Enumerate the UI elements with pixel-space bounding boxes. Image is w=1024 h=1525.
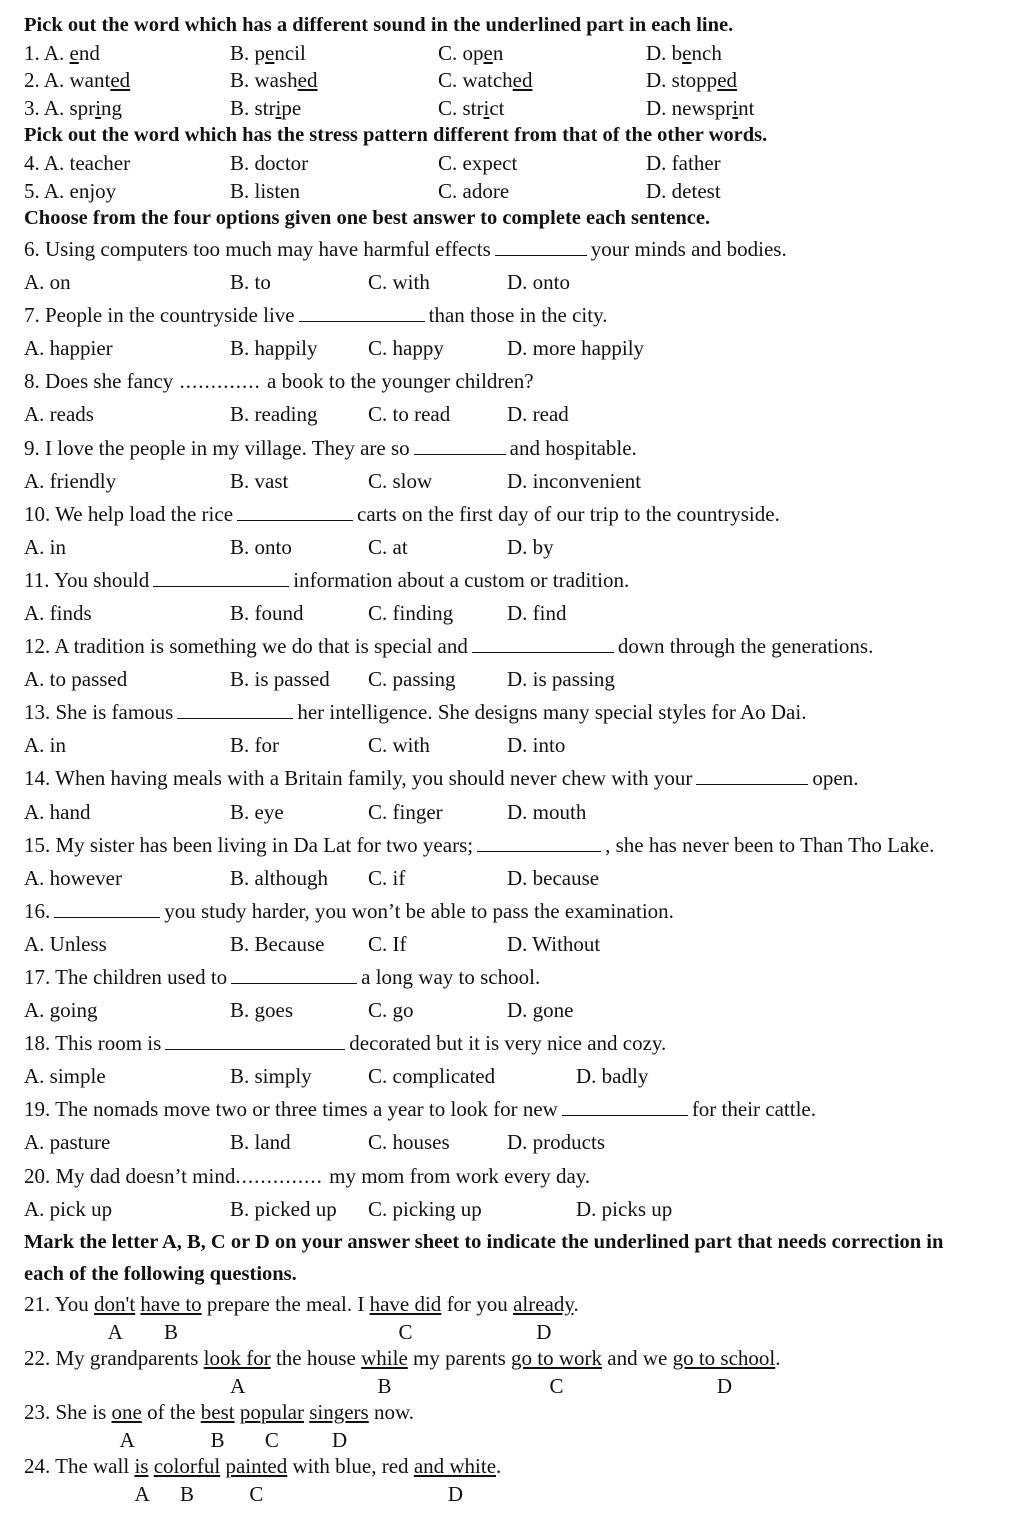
option-b: B. reading bbox=[230, 402, 318, 427]
option-d: D. gone bbox=[507, 998, 574, 1023]
letter-label: B bbox=[164, 1319, 179, 1344]
question-3: 3. A. spring B. stripe C. strict D. newsprint bbox=[24, 95, 755, 120]
question-15-options bbox=[24, 862, 1014, 895]
answer-blank bbox=[495, 233, 587, 256]
letter-label: A bbox=[230, 1373, 246, 1398]
question-7-stem: 7. People in the countryside live than those in the city. bbox=[24, 299, 1014, 332]
part-c: go to work bbox=[511, 1345, 603, 1370]
question-22: 22. My grandparents look for the house while my parents go to work and we go to school. A B C D bbox=[24, 1344, 1014, 1398]
option-b: B. vast bbox=[230, 468, 289, 493]
answer-blank bbox=[472, 630, 614, 653]
option-b: B. goes bbox=[230, 998, 293, 1023]
letter-row bbox=[24, 1426, 1014, 1452]
question-8-stem: 8. Does she fancy ............. a book to the younger children? bbox=[24, 369, 534, 394]
question-16-stem: 16. you study harder, you won’t be able to pass the examination. bbox=[24, 895, 1014, 928]
question-12-options bbox=[24, 663, 1014, 696]
letter-label: A bbox=[134, 1481, 150, 1506]
option-c: C. complicated bbox=[368, 1064, 496, 1089]
question-16-options bbox=[24, 928, 1014, 961]
section3-heading: Choose from the four options given one best answer to complete each sentence. bbox=[24, 206, 711, 229]
letter-label: D bbox=[716, 1373, 733, 1398]
option-b: B. simply bbox=[230, 1064, 312, 1089]
answer-blank bbox=[477, 829, 601, 852]
question-11-options bbox=[24, 597, 1014, 630]
question-10-options bbox=[24, 531, 1014, 564]
letter-label: C bbox=[264, 1427, 279, 1452]
option-d: D. badly bbox=[576, 1064, 649, 1089]
option-c: C. finger bbox=[368, 799, 443, 824]
question-7-options bbox=[24, 332, 1014, 365]
letter-label: C bbox=[249, 1481, 264, 1506]
option-c: C. happy bbox=[368, 336, 444, 361]
question-12-stem: 12. A tradition is something we do that is special and down through the generations. bbox=[24, 630, 1014, 663]
part-b: colorful bbox=[153, 1453, 221, 1478]
question-1: 1. A. end B. pencil C. open D. bench bbox=[24, 41, 722, 65]
option-c: C. go bbox=[368, 998, 414, 1023]
option-c: C. finding bbox=[368, 600, 454, 625]
part-b: best bbox=[200, 1399, 235, 1424]
question-9-options bbox=[24, 465, 1014, 498]
answer-blank bbox=[696, 762, 808, 785]
part-d: already bbox=[513, 1291, 574, 1316]
letter-label: C bbox=[549, 1373, 564, 1398]
question-4: 4. A. teacher B. doctor C. expect D. father bbox=[24, 151, 721, 176]
letter-label: D bbox=[331, 1427, 348, 1452]
option-c: C. picking up bbox=[368, 1196, 482, 1221]
option-b: B. to bbox=[230, 270, 271, 295]
option-b: B. eye bbox=[230, 799, 284, 824]
part-a: one bbox=[111, 1399, 142, 1424]
option-c: C. If bbox=[368, 931, 407, 956]
part-b: while bbox=[361, 1345, 408, 1370]
part-b: have to bbox=[140, 1291, 202, 1316]
option-a: A. to passed bbox=[24, 667, 128, 692]
answer-blank bbox=[165, 1027, 345, 1050]
option-d: D. read bbox=[507, 402, 569, 427]
question-21: 21. You don't have to prepare the meal. I have did for you already. A B C D bbox=[24, 1290, 1014, 1344]
option-b: B. although bbox=[230, 865, 328, 890]
option-c: C. with bbox=[368, 733, 430, 758]
letter-label: B bbox=[179, 1481, 194, 1506]
question-20-options bbox=[24, 1193, 1014, 1226]
question-18-options bbox=[24, 1060, 1014, 1093]
option-d: D. by bbox=[507, 534, 554, 559]
part-a: look for bbox=[203, 1345, 271, 1370]
question-13-stem: 13. She is famous her intelligence. She designs many special styles for Ao Dai. bbox=[24, 696, 1014, 729]
option-a: A. friendly bbox=[24, 468, 117, 493]
option-b: B. picked up bbox=[230, 1196, 337, 1221]
option-a: A. hand bbox=[24, 799, 91, 824]
option-a: A. pasture bbox=[24, 1130, 111, 1155]
option-d: D. is passing bbox=[507, 667, 615, 692]
answer-blank bbox=[237, 498, 353, 521]
option-b: B. land bbox=[230, 1130, 291, 1155]
letter-label: D bbox=[447, 1481, 464, 1506]
letter-label: A bbox=[107, 1319, 123, 1344]
option-d: D. picks up bbox=[576, 1196, 673, 1221]
section4-heading: Mark the letter A, B, C or D on your answer sheet to indicate the underlined part that needs correction in each of the following questions. bbox=[24, 1230, 944, 1285]
part-a: is bbox=[134, 1453, 149, 1478]
question-10-stem: 10. We help load the rice carts on the first day of our trip to the countryside. bbox=[24, 498, 1014, 531]
option-d: D. into bbox=[507, 733, 566, 758]
part-d: and white bbox=[413, 1453, 497, 1478]
question-18-stem: 18. This room is decorated but it is very nice and cozy. bbox=[24, 1027, 1014, 1060]
option-a: A. Unless bbox=[24, 931, 107, 956]
option-b: B. is passed bbox=[230, 667, 330, 692]
question-20-stem: 20. My dad doesn’t mind.............. my mom from work every day. bbox=[24, 1163, 591, 1188]
option-a: A. happier bbox=[24, 336, 113, 361]
letter-label: B bbox=[210, 1427, 225, 1452]
option-a: A. in bbox=[24, 733, 66, 758]
option-a: A. reads bbox=[24, 402, 94, 427]
part-c: painted bbox=[225, 1453, 288, 1478]
answer-blank bbox=[231, 961, 357, 984]
answer-blank bbox=[299, 299, 425, 322]
letter-row bbox=[24, 1318, 1014, 1344]
section3-questions bbox=[24, 233, 1014, 1226]
option-b: B. happily bbox=[230, 336, 318, 361]
letter-label: B bbox=[377, 1373, 392, 1398]
option-b: B. found bbox=[230, 600, 304, 625]
option-d: D. products bbox=[507, 1130, 605, 1155]
question-19-stem: 19. The nomads move two or three times a year to look for new for their cattle. bbox=[24, 1093, 1014, 1126]
option-d: D. mouth bbox=[507, 799, 587, 824]
option-c: C. slow bbox=[368, 468, 433, 493]
option-a: A. simple bbox=[24, 1064, 106, 1089]
letter-row bbox=[24, 1372, 1014, 1398]
part-a: don't bbox=[94, 1291, 136, 1316]
option-c: C. passing bbox=[368, 667, 456, 692]
question-6-options bbox=[24, 266, 1014, 299]
answer-blank bbox=[153, 564, 289, 587]
question-9-stem: 9. I love the people in my village. They are so and hospitable. bbox=[24, 432, 1014, 465]
option-a: A. going bbox=[24, 998, 98, 1023]
question-24: 24. The wall is colorful painted with blue, red and white. A B C D bbox=[24, 1452, 1014, 1506]
question-11-stem: 11. You should information about a custom or tradition. bbox=[24, 564, 1014, 597]
letter-label: C bbox=[398, 1319, 413, 1344]
answer-blank bbox=[414, 432, 506, 455]
option-a: A. pick up bbox=[24, 1196, 113, 1221]
option-c: C. with bbox=[368, 270, 430, 295]
option-c: C. to read bbox=[368, 402, 451, 427]
option-a: A. finds bbox=[24, 600, 92, 625]
answer-blank bbox=[54, 895, 160, 918]
question-14-stem: 14. When having meals with a Britain family, you should never chew with your open. bbox=[24, 762, 1014, 795]
question-13-options bbox=[24, 729, 1014, 762]
option-c: C. at bbox=[368, 534, 408, 559]
question-14-options bbox=[24, 796, 1014, 829]
question-6-stem: 6. Using computers too much may have harmful effects your minds and bodies. bbox=[24, 233, 1014, 266]
section2-heading: Pick out the word which has the stress pattern different from that of the other words. bbox=[24, 124, 768, 147]
section2-questions bbox=[24, 150, 1014, 205]
question-5: 5. A. enjoy B. listen C. adore D. detest bbox=[24, 178, 721, 203]
option-a: A. on bbox=[24, 270, 71, 295]
question-15-stem: 15. My sister has been living in Da Lat for two years; , she has never been to Than Tho Lake. bbox=[24, 829, 1014, 862]
letter-label: D bbox=[536, 1319, 552, 1344]
part-d: singers bbox=[309, 1399, 369, 1424]
question-19-options bbox=[24, 1126, 1014, 1159]
answer-blank bbox=[177, 696, 293, 719]
option-c: C. if bbox=[368, 865, 406, 890]
worksheet bbox=[24, 12, 1014, 1506]
question-8-options bbox=[24, 398, 1014, 431]
option-b: B. for bbox=[230, 733, 279, 758]
option-c: C. houses bbox=[368, 1130, 450, 1155]
part-c: have did bbox=[369, 1291, 442, 1316]
part-c: popular bbox=[239, 1399, 304, 1424]
option-d: D. inconvenient bbox=[507, 468, 642, 493]
question-2: 2. A. wanted B. washed C. watched D. stopped bbox=[24, 68, 738, 93]
question-23: 23. She is one of the best popular singers now. A B C D bbox=[24, 1398, 1014, 1452]
part-d: go to school bbox=[672, 1345, 776, 1370]
option-a: A. however bbox=[24, 865, 122, 890]
option-b: B. onto bbox=[230, 534, 292, 559]
option-d: D. find bbox=[507, 600, 567, 625]
letter-row bbox=[24, 1480, 1014, 1506]
section1-questions bbox=[24, 40, 1014, 122]
option-a: A. in bbox=[24, 534, 66, 559]
section1-heading: Pick out the word which has a different sound in the underlined part in each line. bbox=[24, 14, 734, 36]
option-d: D. onto bbox=[507, 270, 570, 295]
letter-label: A bbox=[119, 1427, 135, 1452]
question-17-options bbox=[24, 994, 1014, 1027]
answer-blank: ............. bbox=[173, 369, 268, 394]
option-b: B. Because bbox=[230, 931, 325, 956]
answer-blank: .............. bbox=[235, 1163, 330, 1188]
answer-blank bbox=[562, 1093, 688, 1116]
option-d: D. Without bbox=[507, 931, 601, 956]
option-d: D. more happily bbox=[507, 336, 645, 361]
option-d: D. because bbox=[507, 865, 600, 890]
question-17-stem: 17. The children used to a long way to school. bbox=[24, 961, 1014, 994]
